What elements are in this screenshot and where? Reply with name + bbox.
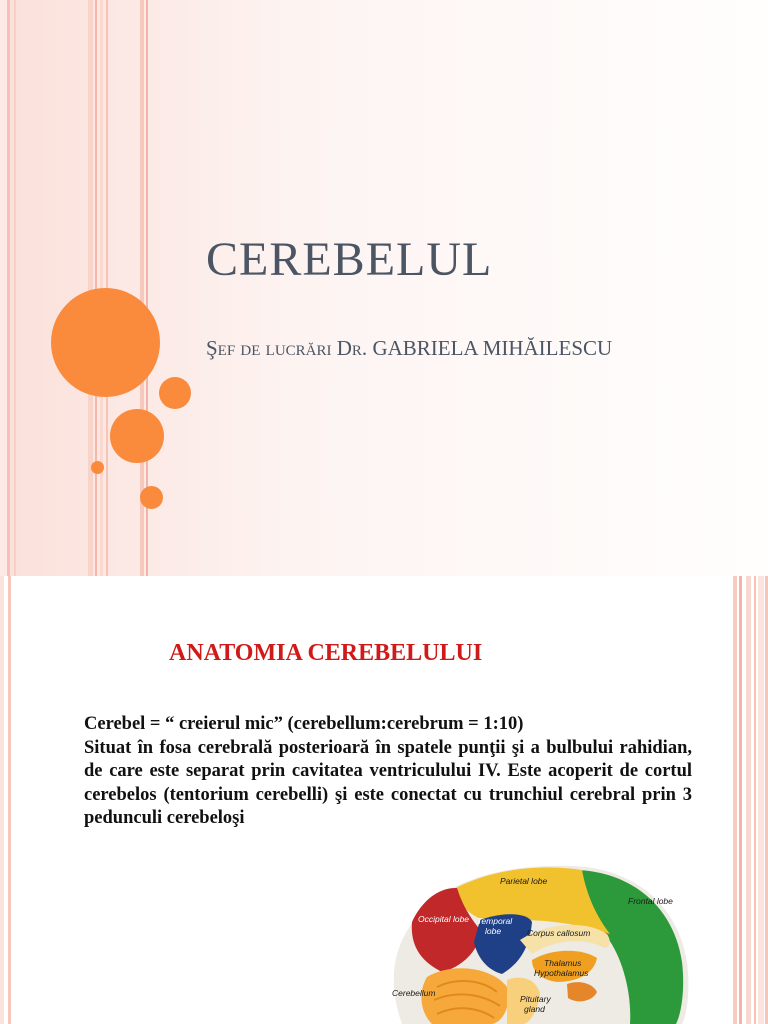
decorative-circle-medium: [110, 409, 164, 463]
label-temporal-1: Temporal: [477, 916, 513, 926]
subtitle-prefix: Şef de lucrări Dr.: [206, 336, 373, 360]
slide-title: CEREBELUL: [206, 233, 493, 286]
label-hypothalamus: Hypothalamus: [534, 968, 589, 978]
anatomy-slide: [0, 576, 768, 1024]
label-thalamus: Thalamus: [544, 958, 582, 968]
author-name: GABRIELA MIHĂILESCU: [372, 336, 613, 360]
body-text: [84, 713, 692, 831]
decorative-circle-tiny: [91, 461, 104, 474]
decorative-circle-small: [159, 377, 191, 409]
label-corpus: Corpus callosum: [527, 928, 591, 938]
decorative-stripes: [0, 0, 150, 576]
section-heading: ANATOMIA CEREBELULUI: [169, 640, 483, 666]
paragraph-location: Situat în fosa cerebrală posterioară în spatele punţii şi a bulbului rahidian, de care este separat prin cavitatea ventriculului IV. Este acoperit de cortul cerebelos (tentorium cerebelli) şi este conectat cu trunchiul cerebral prin 3 pedunculi cerebeloşi: [84, 737, 692, 828]
brain-model-image: [382, 862, 692, 1024]
decorative-circle-small-2: [140, 486, 163, 509]
paragraph-definition: Cerebel = “ creierul mic” (cerebellum:cerebrum = 1:10): [84, 714, 524, 734]
label-pituitary-1: Pituitary: [520, 994, 551, 1004]
label-pituitary-2: gland: [524, 1004, 545, 1014]
label-occipital: Occipital lobe: [418, 914, 470, 924]
label-frontal: Frontal lobe: [628, 896, 673, 906]
label-temporal-2: lobe: [485, 926, 502, 936]
label-cerebellum: Cerebellum: [392, 988, 436, 998]
slide-subtitle: [206, 336, 612, 361]
decorative-circle-large: [51, 288, 160, 397]
label-parietal: Parietal lobe: [500, 876, 548, 886]
